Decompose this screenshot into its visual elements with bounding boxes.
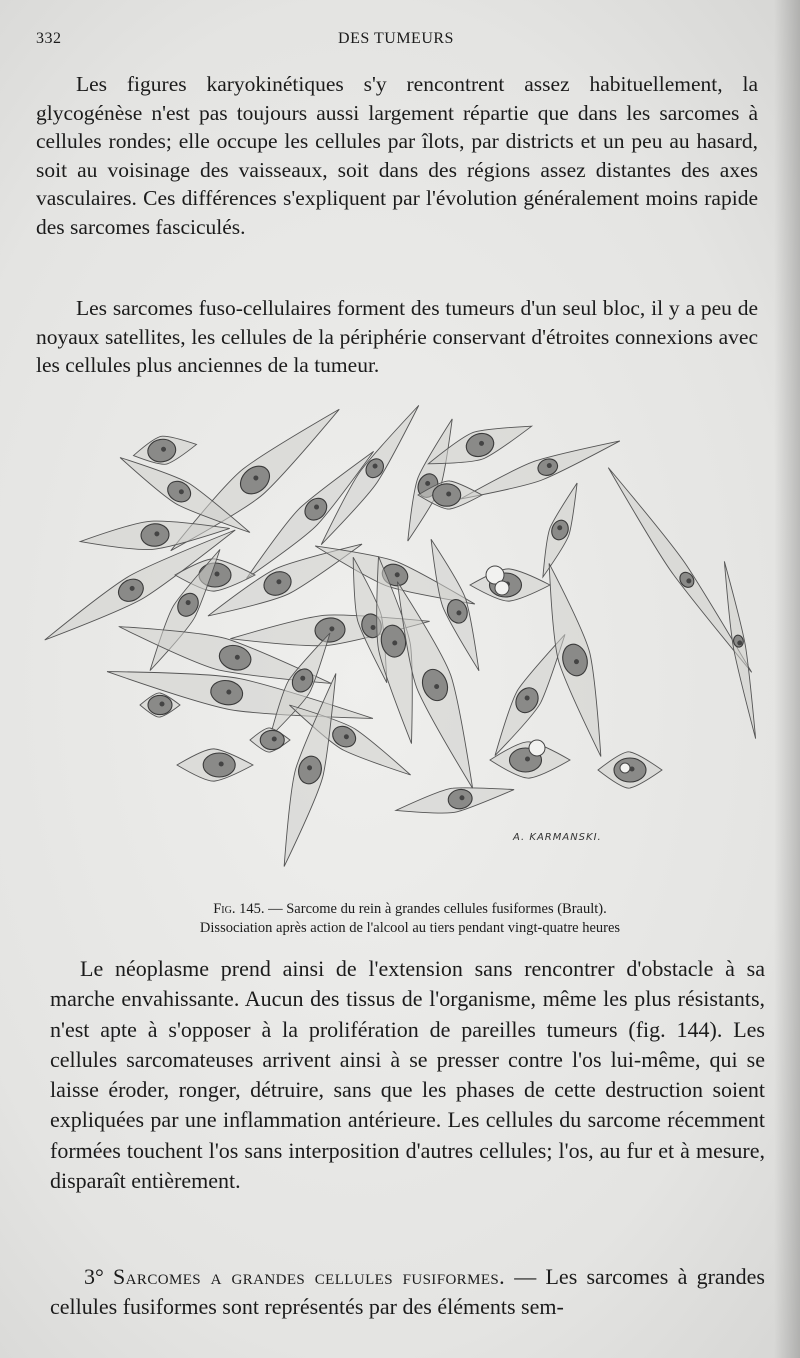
spindle-cell [396,415,463,545]
spindle-cell [131,431,199,470]
spindle-cell [718,560,760,739]
artist-signature: A. KARMANSKI. [513,832,602,843]
paragraph-fuso-cellulaires: Les sarcomes fuso-cellulaires forment des tumeurs d'un seul bloc, il y a peu de noyaux satellites, les cellules de la périphérie conservant d'étroites connexions avec les cellules plus anciennes de la tumeur. [36,296,758,377]
cell-body [718,560,760,739]
spindle-cell [533,480,586,581]
nucleolus [160,702,165,707]
spindle-cell [394,778,516,823]
nucleolus [215,572,220,577]
caption-figure-label: Fig. 145. [213,901,265,917]
nucleolus [525,757,530,762]
spindle-cell [250,728,290,752]
page-edge-shadow [774,0,800,1358]
caption-line-1 [100,900,720,919]
paragraph-grandes-cellules [50,1262,765,1323]
figure-sarcome-illustration [40,400,760,880]
section-number: 3° [84,1264,104,1289]
vacuole [620,763,630,773]
nucleolus [446,492,451,497]
page-number: 332 [36,30,62,47]
figure-caption [100,900,720,938]
spindle-cell [140,693,180,717]
spindle-cell [177,749,253,781]
spindle-cell [470,569,550,601]
vacuole [495,581,509,595]
page-header [36,30,756,54]
section-heading: Sarcomes a grandes cellules fusiformes. [113,1264,506,1289]
paragraph-glycogenese: Les figures karyokinétiques s'y rencontrent assez habituellement, la glycogénèse n'est pas toujours aussi largement répartie que dans les sarcomes à cellules rondes; elle occupe les cellules par îlots, par districts et un peu au hasard, soit au voisinage des vaisseaux, soit dans des régions assez distantes des axes vasculaires. Ces différences s'expliquent par l'évolution généralement moins rapide des sarcomes fasciculés. [36,72,758,239]
section-body: — Les sarcomes à grandes cellules fusiformes sont représentés par des éléments sem- [50,1264,765,1320]
nucleolus [272,737,277,742]
vacuole [529,740,545,756]
paragraph-neoplasme: Le néoplasme prend ainsi de l'extension sans rencontrer d'obstacle à sa marche envahissante. Aucun des tissus de l'organisme, même les plus résistants, n'est apte à s'opposer à la prolifération de pareilles tumeurs (fig. 144). Les cellules sarcomateuses arrivent ainsi à se presser contre l'os lui-même, qui se laisse éroder, ronger, détruire, sans que les phases de cette destruction soient expliquées par une inflammation antérieure. Les cellules du sarcome récemment formées touchent l'os sans interposition d'autres cellules; l'os, au fur et à mesure, disparaît entièrement. [50,956,765,1194]
running-title: DES TUMEURS [338,30,454,47]
caption-line-2: Dissociation après action de l'alcool au tiers pendant vingt-quatre heures [199,920,621,936]
spindle-cells-drawing [40,400,760,880]
nucleolus [219,762,224,767]
caption-title: — Sarcome du rein à grandes cellules fusiformes (Brault). [268,901,607,917]
